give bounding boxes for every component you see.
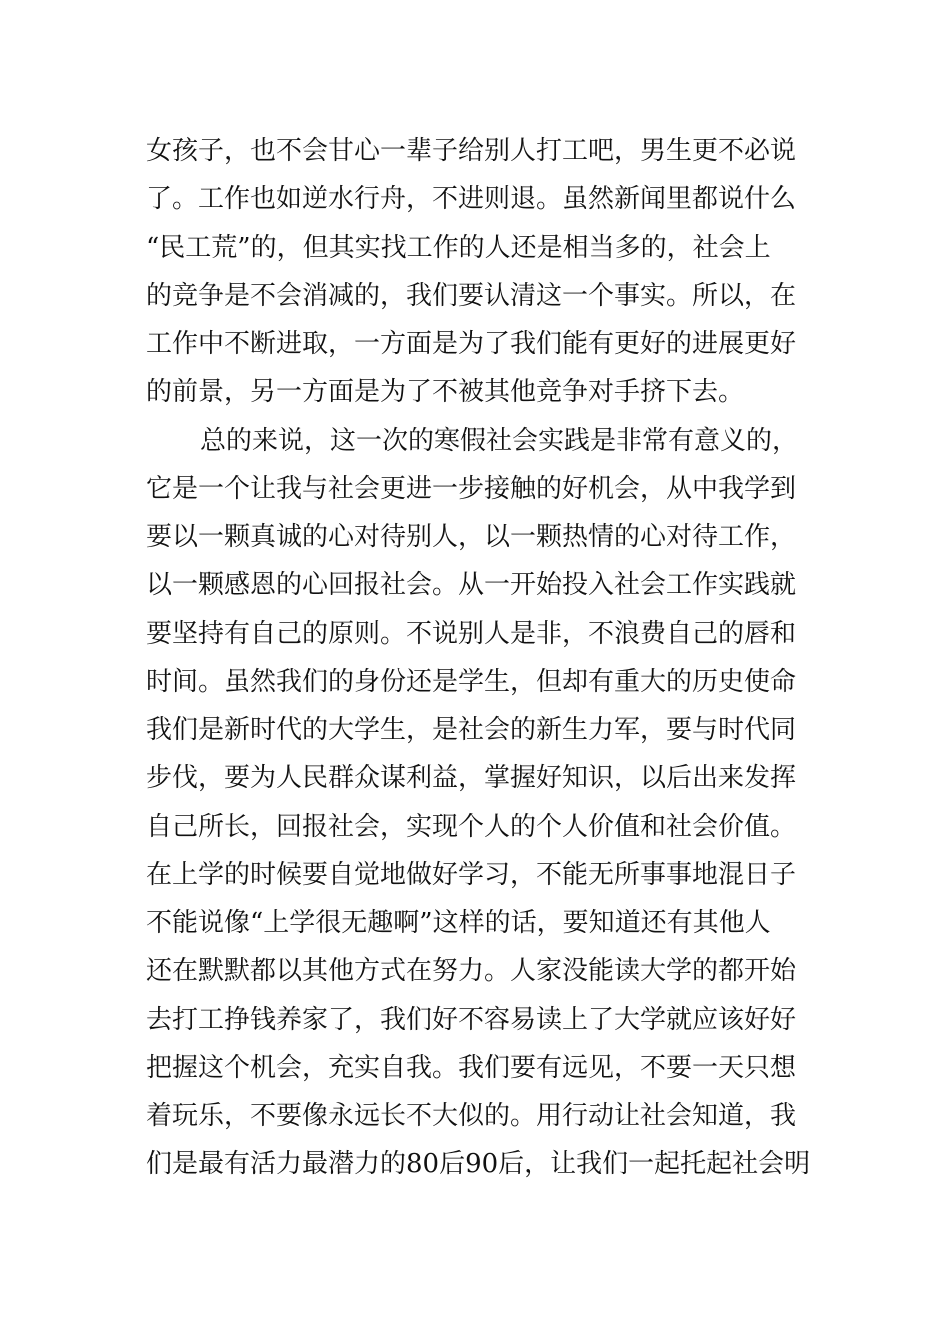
text-line: 自己所长，回报社会，实现个人的个人价值和社会价值。 xyxy=(146,811,797,842)
text-line: 步伐，要为人民群众谋利益，掌握好知识，以后出来发挥 xyxy=(146,763,797,794)
text-line: “民工荒”的，但其实找工作的人还是相当多的，社会上 xyxy=(146,232,771,263)
text-line: 要以一颗真诚的心对待别人，以一颗热情的心对待工作， xyxy=(146,522,797,552)
text-line: 我们是新时代的大学生，是社会的新生力军，要与时代同 xyxy=(146,715,797,745)
body-text xyxy=(146,127,826,1189)
text-line: 把握这个机会，充实自我。我们要有远见，不要一天只想 xyxy=(146,1052,797,1083)
text-line: 工作中不断进取，一方面是为了我们能有更好的进展更好 xyxy=(146,329,797,359)
text-line: 不能说像“上学很无趣啊”这样的话，要知道还有其他人 xyxy=(146,908,771,938)
text-line: 去打工挣钱养家了，我们好不容易读上了大学就应该好好 xyxy=(146,1004,797,1035)
text-line: 们是最有活力最潜力的80后90后，让我们一起托起社会明 xyxy=(146,1149,811,1180)
text-line: 要坚持有自己的原则。不说别人是非，不浪费自己的唇和 xyxy=(146,618,797,649)
text-line: 了。工作也如逆水行舟，不进则退。虽然新闻里都说什么 xyxy=(146,184,797,215)
text-line: 着玩乐，不要像永远长不大似的。用行动让社会知道，我 xyxy=(146,1101,797,1131)
text-line: 以一颗感恩的心回报社会。从一开始投入社会工作实践就 xyxy=(146,570,797,601)
text-line: 它是一个让我与社会更进一步接触的好机会，从中我学到 xyxy=(146,473,797,504)
text-line: 女孩子，也不会甘心一辈子给别人打工吧，男生更不必说 xyxy=(146,136,797,166)
text-line: 的竞争是不会消减的，我们要认清这一个事实。所以，在 xyxy=(146,280,797,311)
text-line: 还在默默都以其他方式在努力。人家没能读大学的都开始 xyxy=(146,956,797,987)
paragraph-first-line: 总的来说，这一次的寒假社会实践是非常有意义的， xyxy=(200,425,799,456)
text-line: 在上学的时候要自觉地做好学习，不能无所事事地混日子 xyxy=(146,859,797,890)
text-line: 时间。虽然我们的身份还是学生，但却有重大的历史使命 xyxy=(146,666,797,697)
text-line: 的前景，另一方面是为了不被其他竞争对手挤下去。 xyxy=(146,377,745,408)
